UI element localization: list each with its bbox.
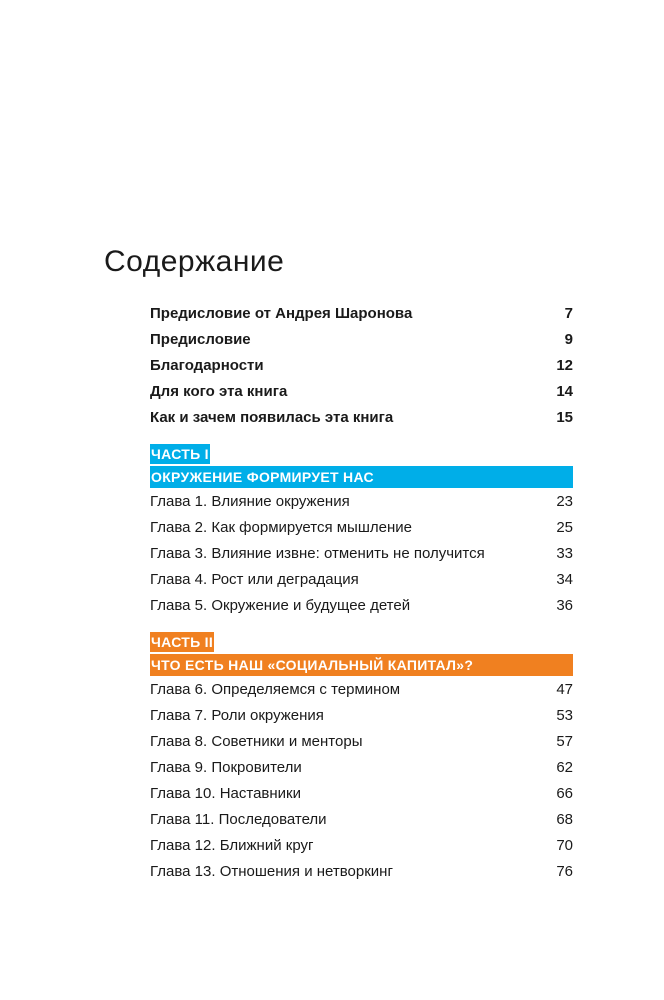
toc-entry[interactable]	[150, 833, 573, 859]
toc-entry-page: 7	[564, 305, 573, 322]
toc-entry[interactable]	[150, 327, 573, 353]
toc-entry-label: Глава 4. Рост или деградация	[150, 571, 359, 588]
toc-entry[interactable]	[150, 807, 573, 833]
toc-entry[interactable]	[150, 515, 573, 541]
toc-entry-page: 57	[556, 733, 573, 750]
toc-entry[interactable]	[150, 379, 573, 405]
toc-entry[interactable]	[150, 729, 573, 755]
toc-entry-page: 9	[564, 331, 573, 348]
toc-entry-label: Глава 11. Последователи	[150, 811, 327, 828]
toc-entry-label: Глава 13. Отношения и нетворкинг	[150, 863, 393, 880]
part-2-label: ЧАСТЬ II	[151, 634, 214, 650]
part-2-title: ЧТО ЕСТЬ НАШ «СОЦИАЛЬНЫЙ КАПИТАЛ»?	[150, 654, 573, 676]
toc-entry[interactable]	[150, 859, 573, 885]
part-1-title: ОКРУЖЕНИЕ ФОРМИРУЕТ НАС	[150, 466, 573, 488]
toc-entry-label: Предисловие от Андрея Шаронова	[150, 305, 413, 322]
toc-entry-label: Глава 1. Влияние окружения	[150, 493, 350, 510]
toc-entry-label: Глава 5. Окружение и будущее детей	[150, 597, 411, 614]
toc-entry-page: 47	[556, 681, 573, 698]
toc-entry-page: 23	[556, 493, 573, 510]
toc-entry-label: Глава 3. Влияние извне: отменить не получится	[150, 545, 485, 562]
toc-entry-label: Глава 6. Определяемся с термином	[150, 681, 401, 698]
toc-entry-page: 76	[556, 863, 573, 880]
toc-entry-page: 33	[556, 545, 573, 562]
toc-entry[interactable]	[150, 593, 573, 619]
toc-entry[interactable]	[150, 781, 573, 807]
toc-entry-page: 53	[556, 707, 573, 724]
toc-entry[interactable]	[150, 677, 573, 703]
toc-entry-label: Глава 9. Покровители	[150, 759, 302, 776]
toc-entry[interactable]	[150, 489, 573, 515]
toc-entry-label: Глава 8. Советники и менторы	[150, 733, 363, 750]
toc-entry[interactable]	[150, 541, 573, 567]
toc-entry-page: 15	[556, 409, 573, 426]
part-1-chapters	[150, 489, 573, 619]
toc-entry-label: Для кого эта книга	[150, 383, 288, 400]
toc-entry-page: 62	[556, 759, 573, 776]
part-1-header[interactable]	[150, 444, 573, 488]
toc-entry-label: Глава 10. Наставники	[150, 785, 301, 802]
toc-entry[interactable]	[150, 353, 573, 379]
part-2-header[interactable]	[150, 632, 573, 676]
toc-entry-page: 25	[556, 519, 573, 536]
toc-entry-page: 14	[556, 383, 573, 400]
toc-entry-label: Глава 7. Роли окружения	[150, 707, 324, 724]
part-2-chapters	[150, 677, 573, 885]
toc-entry-page: 34	[556, 571, 573, 588]
toc-entry[interactable]	[150, 755, 573, 781]
page-title: Содержание	[104, 245, 285, 278]
toc-entry-label: Глава 2. Как формируется мышление	[150, 519, 412, 536]
toc-entry-page: 68	[556, 811, 573, 828]
front-matter-list	[150, 301, 573, 431]
toc-entry-label: Предисловие	[150, 331, 251, 348]
toc-entry[interactable]	[150, 703, 573, 729]
toc-entry-label: Глава 12. Ближний круг	[150, 837, 314, 854]
toc-entry[interactable]	[150, 405, 573, 431]
toc-entry-page: 66	[556, 785, 573, 802]
toc-entry-page: 12	[556, 357, 573, 374]
part-1-label: ЧАСТЬ I	[151, 446, 209, 462]
toc-entry-label: Благодарности	[150, 357, 264, 374]
toc-entry-page: 36	[556, 597, 573, 614]
toc-entry-label: Как и зачем появилась эта книга	[150, 409, 394, 426]
toc-entry-page: 70	[556, 837, 573, 854]
toc-entry[interactable]	[150, 301, 573, 327]
toc-entry[interactable]	[150, 567, 573, 593]
